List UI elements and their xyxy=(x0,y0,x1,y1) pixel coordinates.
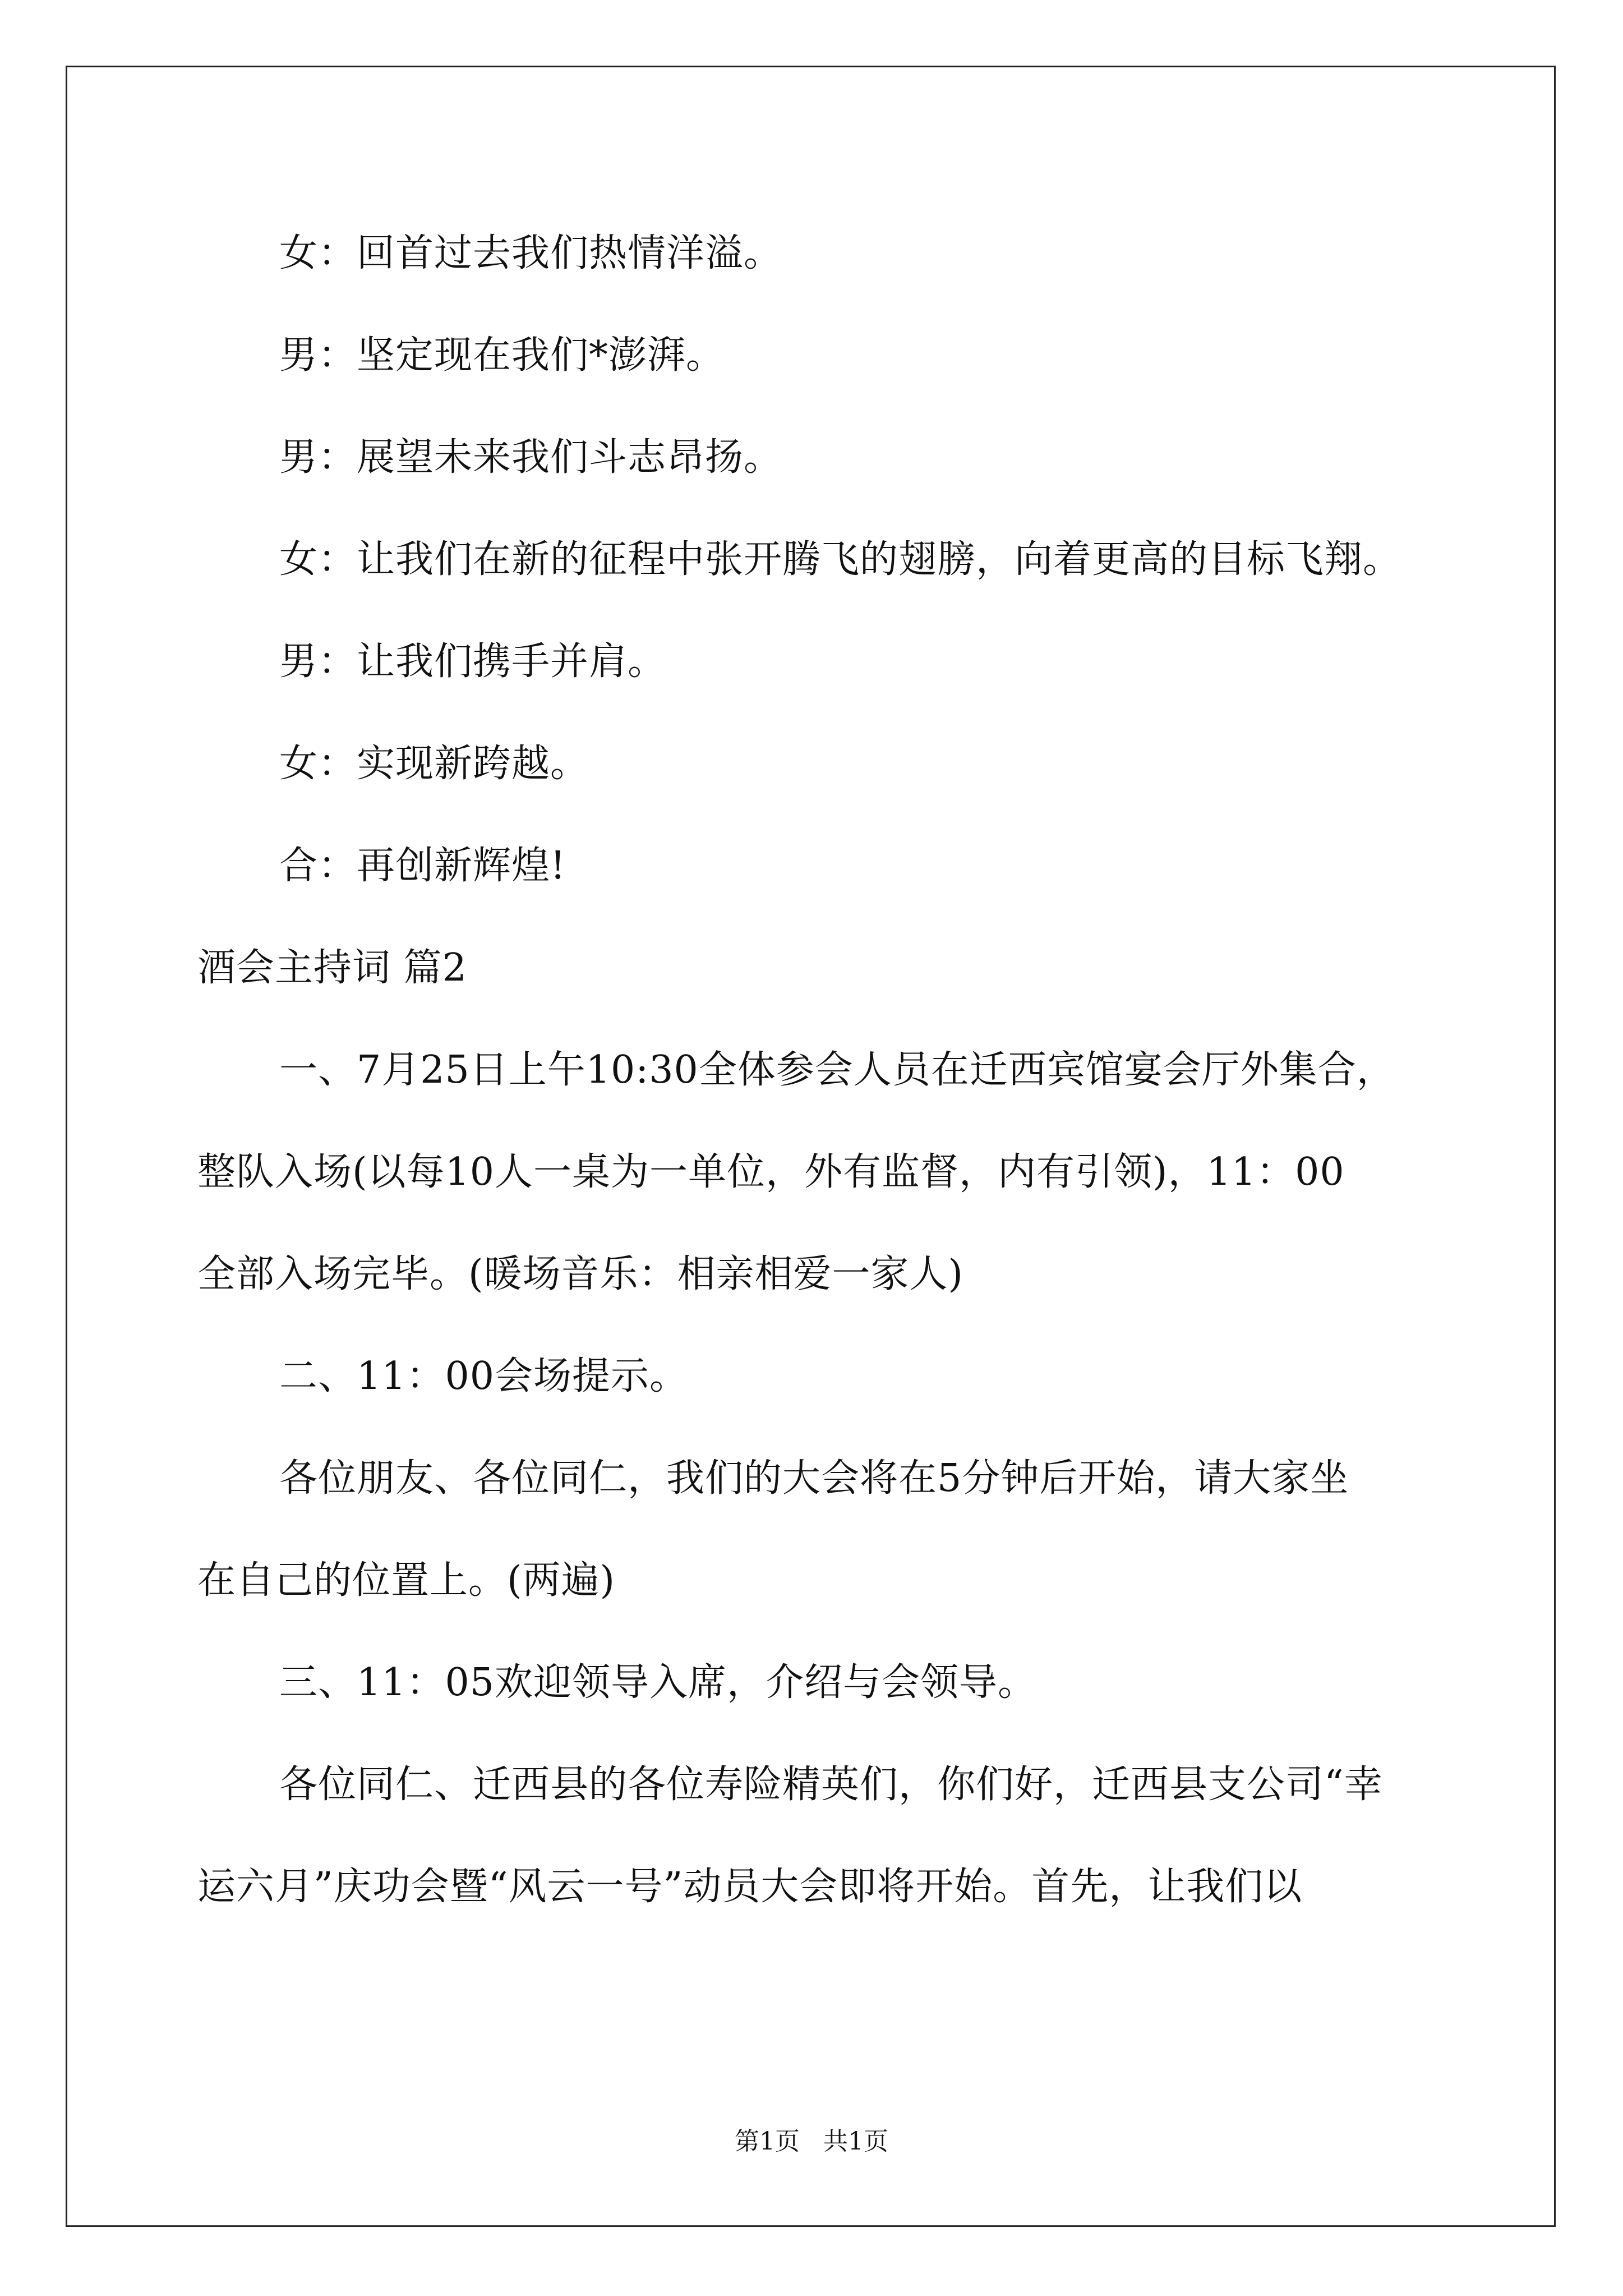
paragraph-line: 全部入场完毕。(暖场音乐：相亲相爱一家人) xyxy=(197,1252,964,1296)
dialogue-line: 合：再创新辉煌! xyxy=(279,844,566,888)
page-number: 第1页 xyxy=(735,2127,800,2156)
paragraph-line: 运六月”庆功会暨“风云一号”动员大会即将开始。首先，让我们以 xyxy=(197,1865,1303,1909)
dialogue-line: 男：展望未来我们斗志昂扬。 xyxy=(279,435,783,480)
paragraph-line: 三、11：05欢迎领导入席，介绍与会领导。 xyxy=(279,1660,1037,1705)
paragraph-line: 各位朋友、各位同仁，我们的大会将在5分钟后开始，请大家坐 xyxy=(279,1456,1349,1501)
paragraph-line: 一、7月25日上午10:30全体参会人员在迁西宾馆宴会厅外集合， xyxy=(279,1048,1395,1092)
section-heading: 酒会主持词 篇2 xyxy=(197,946,467,990)
page-total: 共1页 xyxy=(823,2127,888,2156)
paragraph-line: 整队入场(以每10人一桌为一单位，外有监督，内有引领)，11：00 xyxy=(197,1150,1345,1194)
dialogue-line: 男：坚定现在我们*澎湃。 xyxy=(279,333,725,378)
dialogue-line: 女：实现新跨越。 xyxy=(279,742,589,786)
page-footer xyxy=(0,2129,1623,2154)
dialogue-line: 男：让我们携手并肩。 xyxy=(279,639,667,684)
paragraph-line: 各位同仁、迁西县的各位寿险精英们，你们好，迁西县支公司“幸 xyxy=(279,1763,1383,1807)
paragraph-line: 在自己的位置上。(两遍) xyxy=(197,1558,616,1603)
paragraph-line: 二、11：00会场提示。 xyxy=(279,1354,689,1398)
dialogue-line: 女：让我们在新的征程中张开腾飞的翅膀，向着更高的目标飞翔。 xyxy=(279,537,1402,582)
dialogue-line: 女：回首过去我们热情洋溢。 xyxy=(279,231,783,275)
